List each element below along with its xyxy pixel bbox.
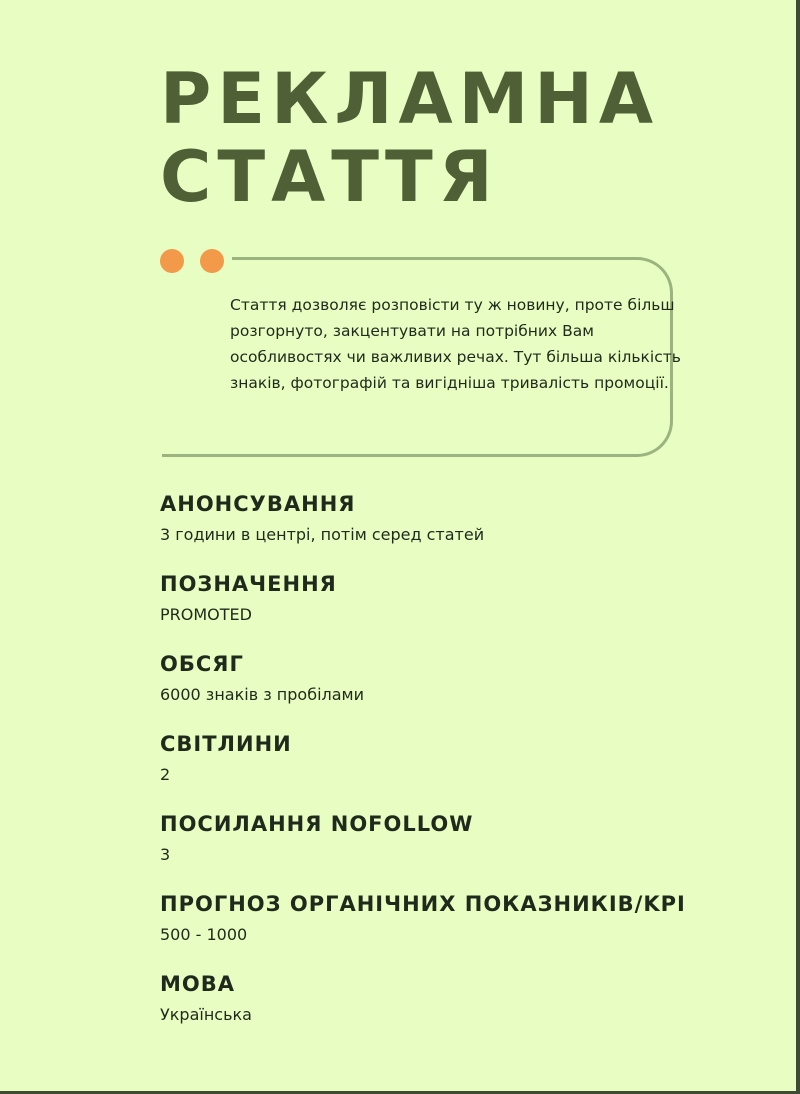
spec-label: АНОНСУВАННЯ	[160, 492, 356, 516]
spec-kpi	[160, 890, 686, 970]
spec-label: ПОЗНАЧЕННЯ	[160, 572, 337, 596]
spec-announcement	[160, 490, 686, 570]
title-line-1: РЕКЛАМНА	[160, 58, 660, 140]
spec-volume	[160, 650, 686, 730]
spec-label: ПОСИЛАННЯ NOFOLLOW	[160, 812, 474, 836]
spec-language	[160, 970, 686, 1050]
spec-links	[160, 810, 686, 890]
spec-value: 2	[160, 765, 171, 784]
spec-marking	[160, 570, 686, 650]
spec-value: Українська	[160, 1005, 252, 1024]
spec-value: 6000 знаків з пробілами	[160, 685, 365, 704]
spec-value: PROMOTED	[160, 605, 252, 624]
spec-label: СВІТЛИНИ	[160, 732, 292, 756]
title-line-2: СТАТТЯ	[160, 136, 499, 218]
spec-label: ПРОГНОЗ ОРГАНІЧНИХ ПОКАЗНИКІВ/KPI	[160, 892, 686, 916]
dot-icon	[160, 249, 184, 273]
spec-value: 3	[160, 845, 171, 864]
page-edge-right	[796, 0, 800, 1094]
spec-photos	[160, 730, 686, 810]
spec-label: МОВА	[160, 972, 236, 996]
spec-label: ОБСЯГ	[160, 652, 244, 676]
page-title	[160, 60, 659, 216]
dot-icon	[200, 249, 224, 273]
intro-text: Стаття дозволяє розповісти ту ж новину, проте більш розгорнуто, закцентувати на потрібних Вам особливостях чи важливих речах. Тут більша кількість знаків, фотографій та вигідніша тривалість промоції.	[230, 296, 681, 392]
spec-value: 500 - 1000	[160, 925, 248, 944]
specs-list	[160, 490, 686, 1050]
spec-value: 3 години в центрі, потім серед статей	[160, 525, 485, 544]
